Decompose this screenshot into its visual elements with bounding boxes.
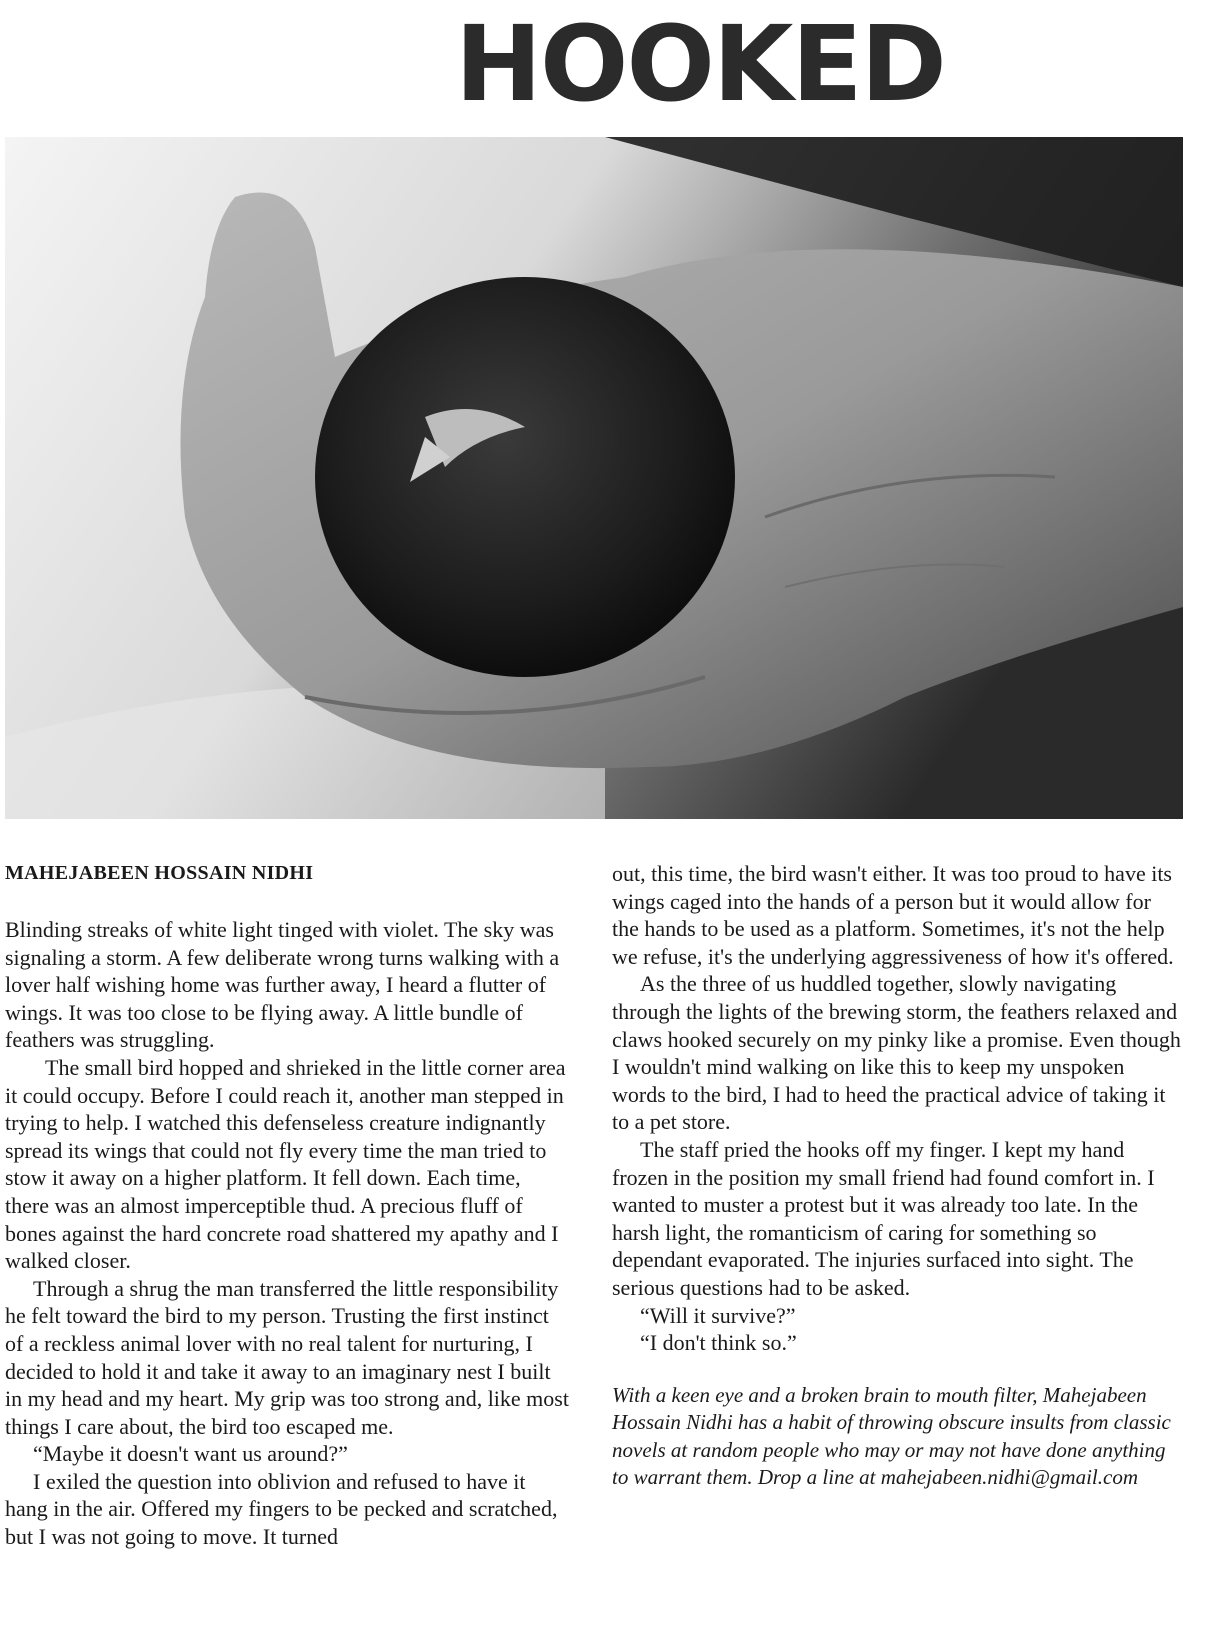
byline: MAHEJABEEN HOSSAIN NIDHI [5, 862, 314, 884]
article-column-right [612, 860, 1182, 1492]
paragraph: out, this time, the bird wasn't either. It was too proud to have its wings caged into the hands of a person but it would allow for the hands to be used as a platform. Sometimes, it's not the help we refuse, it's the underlying aggressiveness of how it's offered. [612, 861, 1174, 969]
paragraph: The staff pried the hooks off my finger. I kept my hand frozen in the position my small friend had found comfort in. I wanted to muster a protest but it was already too late. In the harsh light, the romanticism of caring for something so dependant evaporated. The injuries surfaced into sight. The serious questions had to be asked. [612, 1136, 1155, 1300]
article-photo [5, 137, 1183, 819]
quote: “I don't think so.” [640, 1330, 797, 1356]
paragraph: As the three of us huddled together, slowly navigating through the lights of the brewing storm, the feathers relaxed and claws hooked securely on my pinky like a promise. Even though I wouldn't mind walking on like this to keep my unspoken words to the bird, I had to heed the practical advice of taking it to a pet store. [612, 971, 1181, 1135]
bird-in-hand-photo-icon [5, 137, 1183, 819]
paragraph: Blinding streaks of white light tinged with violet. The sky was signaling a storm. A few deliberate wrong turns walking with a lover half wishing home was further away, I heard a flutter of wings. It was too close to be flying away. A little bundle of feathers was struggling. [5, 917, 560, 1053]
author-bio: With a keen eye and a broken brain to mouth filter, Mahejabeen Hossain Nidhi has a habit of throwing obscure insults from classic novels at random people who may or may not have done anything to warrant them. Drop a line at mahejabeen.nidhi@gmail.com [612, 1382, 1171, 1490]
paragraph: Through a shrug the man transferred the little responsibility he felt toward the bird to my person. Trusting the first instinct of a reckless animal lover with no real talent for nurturing, I decided to hold it and take it away to an imaginary nest I built in my head and my heart. My grip was too strong and, like most things I care about, the bird too escaped me. [5, 1275, 569, 1439]
paragraph: The small bird hopped and shrieked in the little corner area it could occupy. Before I could reach it, another man stepped in trying to help. I watched this defenseless creature indignantly spread its wings that could not fly every time the man tried to stow it away on a higher platform. It fell down. Each time, there was an almost imperceptible thud. A precious fluff of bones against the hard concrete road shattered my apathy and I walked closer. [5, 1054, 566, 1274]
article-headline: HOOKED [455, 3, 945, 125]
article-column-left [5, 916, 570, 1551]
paragraph: I exiled the question into oblivion and refused to have it hang in the air. Offered my fingers to be pecked and scratched, but I was not going to move. It turned [5, 1468, 558, 1550]
quote: “Maybe it doesn't want us around?” [33, 1441, 348, 1467]
quote: “Will it survive?” [640, 1302, 796, 1328]
